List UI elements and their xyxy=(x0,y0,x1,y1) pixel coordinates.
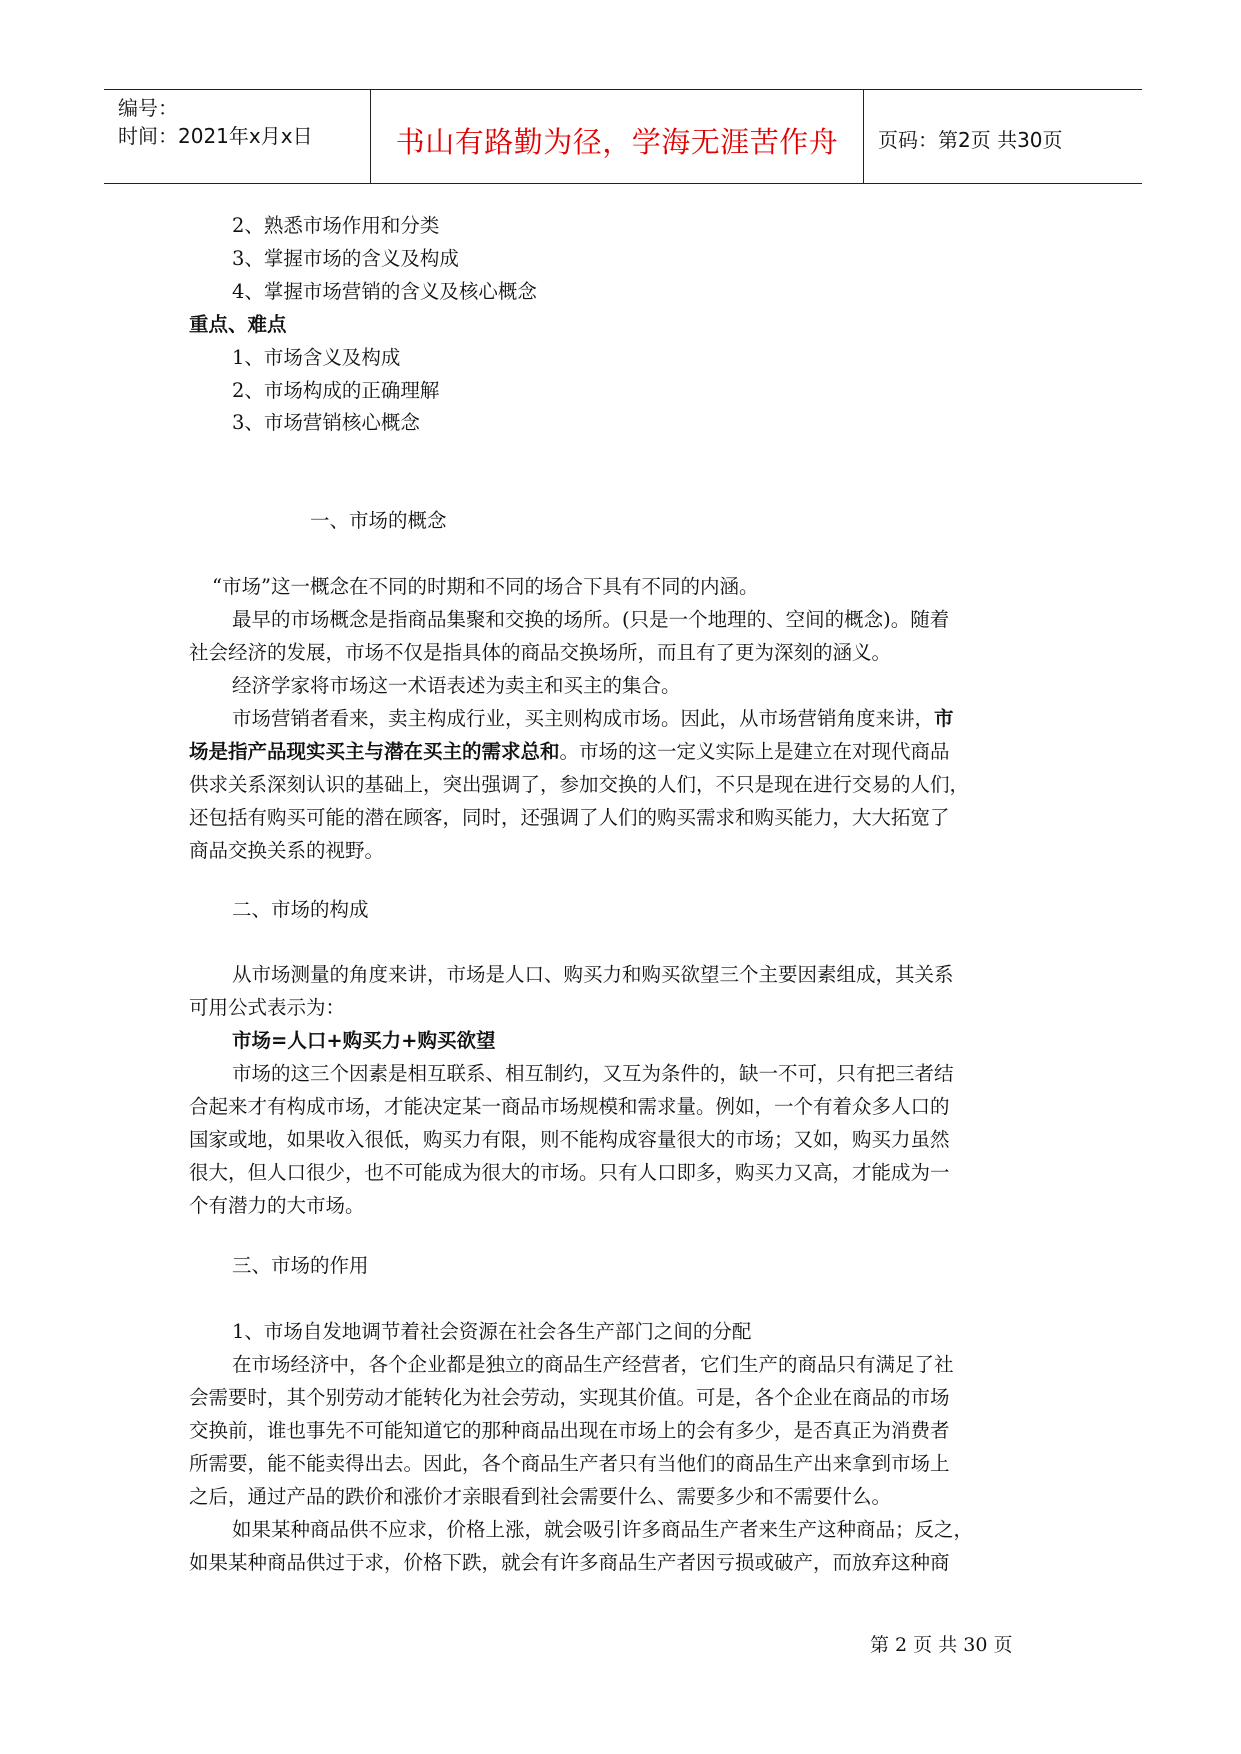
paragraph-text: 市场营销者看来，卖主构成行业，买主则构成市场。因此，从市场营销角度来讲， xyxy=(232,707,935,730)
key-point-item: 3、市场营销核心概念 xyxy=(232,411,420,434)
paragraph-line: 之后，通过产品的跌价和涨价才亲眼看到社会需要什么、需要多少和不需要什么。 xyxy=(189,1485,892,1508)
document-number-label: 编号： xyxy=(118,96,178,120)
formula: 市场=人口+购买力+购买欲望 xyxy=(232,1029,496,1052)
paragraph-line: 国家或地，如果收入很低，购买力有限，则不能构成容量很大的市场；又如，购买力虽然 xyxy=(189,1128,950,1151)
paragraph-line: 社会经济的发展，市场不仅是指具体的商品交换场所，而且有了更为深刻的涵义。 xyxy=(189,641,892,664)
paragraph-line: 会需要时，其个别劳动才能转化为社会劳动，实现其价值。可是，各个企业在商品的市场 xyxy=(189,1386,950,1409)
paragraph-line: 经济学家将市场这一术语表述为卖主和买主的集合。 xyxy=(232,674,681,697)
section-heading: 三、市场的作用 xyxy=(232,1254,369,1277)
paragraph-line: 交换前，谁也事先不可能知道它的那种商品出现在市场上的会有多少，是否真正为消费者 xyxy=(189,1419,950,1442)
paragraph-line: 最早的市场概念是指商品集聚和交换的场所。(只是一个地理的、空间的概念)。随着 xyxy=(232,608,950,631)
objective-item: 4、掌握市场营销的含义及核心概念 xyxy=(232,280,537,303)
key-point-item: 2、市场构成的正确理解 xyxy=(232,379,440,402)
paragraph-line: 还包括有购买可能的潜在顾客，同时，还强调了人们的购买需求和购买能力，大大拓宽了 xyxy=(189,806,950,829)
paragraph-line: “市场”这一概念在不同的时期和不同的场合下具有不同的内涵。 xyxy=(212,575,759,598)
document-header xyxy=(104,89,1142,184)
objective-item: 2、熟悉市场作用和分类 xyxy=(232,214,440,237)
paragraph-bold-text: 场是指产品现实买主与潜在买主的需求总和 xyxy=(189,740,560,763)
header-center-cell xyxy=(371,90,864,183)
section-heading: 二、市场的构成 xyxy=(232,898,369,921)
header-right-cell xyxy=(864,90,1142,183)
key-points-title: 重点、难点 xyxy=(189,313,287,336)
paragraph-text: 。市场的这一定义实际上是建立在对现代商品 xyxy=(559,740,950,763)
paragraph-line: 从市场测量的角度来讲，市场是人口、购买力和购买欲望三个主要因素组成，其关系 xyxy=(232,963,954,986)
paragraph-line: 合起来才有构成市场，才能决定某一商品市场规模和需求量。例如，一个有着众多人口的 xyxy=(189,1095,950,1118)
paragraph-line xyxy=(232,706,954,732)
subsection-heading: 1、市场自发地调节着社会资源在社会各生产部门之间的分配 xyxy=(232,1320,752,1343)
paragraph-line: 如果某种商品供过于求，价格下跌，就会有许多商品生产者因亏损或破产，而放弃这种商 xyxy=(189,1551,950,1574)
document-time-label: 时间：2021年x月x日 xyxy=(118,124,313,148)
header-left-cell xyxy=(104,90,371,183)
paragraph-line: 商品交换关系的视野。 xyxy=(189,839,385,862)
paragraph-line: 可用公式表示为： xyxy=(189,996,346,1019)
paragraph-line: 个有潜力的大市场。 xyxy=(189,1194,365,1217)
paragraph-line: 市场的这三个因素是相互联系、相互制约，又互为条件的，缺一不可，只有把三者结 xyxy=(232,1062,954,1085)
page-footer: 第 2 页 共 30 页 xyxy=(870,1634,1013,1656)
paragraph-bold-text: 市 xyxy=(934,707,954,730)
paragraph-line: 很大，但人口很少，也不可能成为很大的市场。只有人口即多，购买力又高，才能成为一 xyxy=(189,1161,950,1184)
paragraph-line: 如果某种商品供不应求，价格上涨，就会吸引许多商品生产者来生产这种商品；反之， xyxy=(232,1518,974,1541)
paragraph-line xyxy=(189,739,950,765)
paragraph-line: 所需要，能不能卖得出去。因此，各个商品生产者只有当他们的商品生产出来拿到市场上 xyxy=(189,1452,950,1475)
header-page-label: 页码：第2页 共30页 xyxy=(878,128,1063,152)
paragraph-line: 在市场经济中，各个企业都是独立的商品生产经营者，它们生产的商品只有满足了社 xyxy=(232,1353,954,1376)
paragraph-line: 供求关系深刻认识的基础上，突出强调了，参加交换的人们，不只是现在进行交易的人们， xyxy=(189,773,970,796)
header-motto: 书山有路勤为径，学海无涯苦作舟 xyxy=(395,125,839,159)
objective-item: 3、掌握市场的含义及构成 xyxy=(232,247,459,270)
key-point-item: 1、市场含义及构成 xyxy=(232,346,401,369)
section-heading: 一、市场的概念 xyxy=(310,509,447,532)
